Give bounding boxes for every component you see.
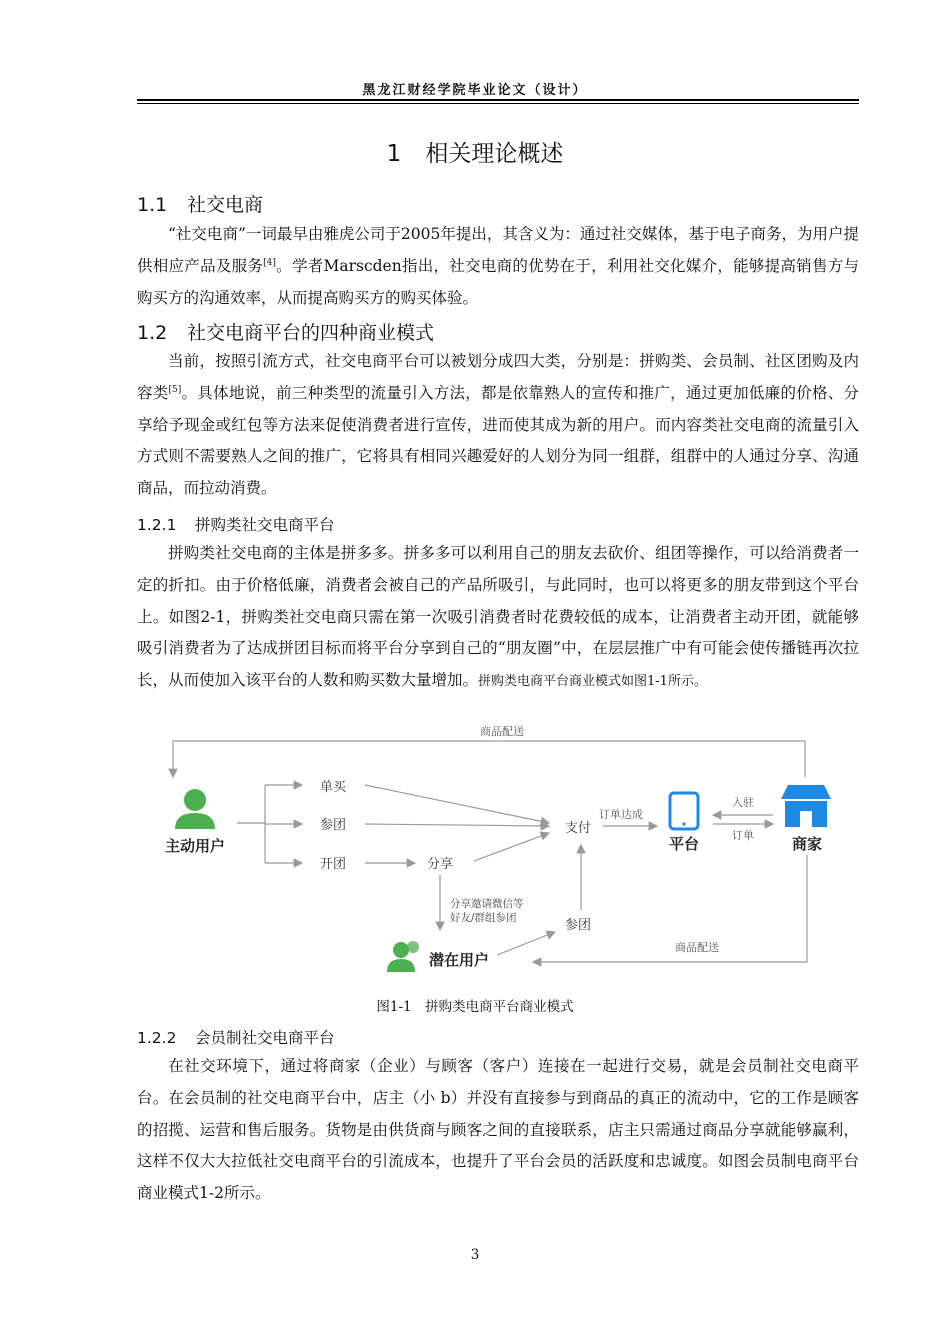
merchant-label: 商家: [791, 835, 823, 853]
subsection-number: 1.2.2: [137, 1029, 177, 1047]
share-invite-line1: 分享邀请微信等: [450, 898, 524, 910]
active-user-label: 主动用户: [164, 837, 226, 855]
paragraph-text-small: 拼购类电商平台商业模式如图1-1所示。: [478, 674, 707, 690]
section-number: 1.1: [137, 194, 168, 216]
paragraph-text: 。学者Marscden指出，社交电商的优势在于，利用社交化媒介，能够提高销售方与购买方的沟通效率，从而提高购买方的购买体验。: [137, 256, 859, 307]
header-rule-thick: [137, 99, 859, 101]
order-label: 订单: [732, 829, 754, 842]
paragraph-text: 当前，按照引流方式，社交电商平台可以被划分成四大类，分别是：拼购类、会员制、社区团购及内容类: [137, 352, 859, 402]
paragraph-2: [137, 346, 859, 505]
arrow-share-to-pay: [474, 833, 549, 861]
subsection-number: 1.2.1: [137, 516, 177, 534]
share-invite-line2: 好友/群组参团: [450, 912, 517, 924]
section-title: 社交电商: [187, 194, 264, 216]
paragraph-text: “社交电商”一词最早由雅虎公司于2005年提出，其含义为：通过社交媒体，基于电子商务，为用户提供相应产品及服务: [137, 225, 859, 275]
arrow-join-to-pay: [365, 824, 549, 826]
bottom-delivery-arrow: [533, 855, 807, 962]
arrow-potential-join: [497, 932, 555, 955]
potential-user-icon: [387, 941, 419, 972]
platform-label: 平台: [668, 835, 700, 853]
section-heading-1-2: [137, 318, 434, 345]
page-number: 3: [470, 1247, 480, 1263]
figure-caption: 图1-1 拼购类电商平台商业模式: [376, 999, 574, 1015]
paragraph-1: [137, 219, 859, 314]
section-number: 1.2: [137, 322, 168, 344]
order-done-label: 订单达成: [599, 808, 643, 821]
subsection-title: 会员制社交电商平台: [195, 1029, 335, 1047]
join-group-label: 参团: [320, 818, 347, 833]
paragraph-4: 在社交环境下，通过将商家（企业）与顾客（客户）连接在一起进行交易，就是会员制社交电商平台。在会员制的社交电商平台中，店主（小 b）并没有直接参与到商品的真正的流动中，它的工作是顾客的招揽、运营和售后服务。货物是由供货商与顾客之间的直接联系，店主只需通过商品分享就能够赢利，这样不仅大大拉低社交电商平台的引流成本，也提升了平台会员的活跃度和忠诚度。如图会员制电商平台商业模式1-2所示。: [137, 1057, 859, 1203]
top-delivery-label: 商品配送: [480, 725, 524, 738]
share-label: 分享: [427, 857, 454, 872]
settle-in-label: 入驻: [732, 796, 754, 809]
chapter-number: 1: [386, 141, 402, 167]
paragraph-text: 。具体地说，前三种类型的流量引入方法，都是依靠熟人的宣传和推广，通过更加低廉的价格、分享给予现金或红包等方法来促使消费者进行宣传，进而使其成为新的用户。而内容类社交电商的流量引入方式则不需要熟人之间的推广，它将具有相同兴趣爱好的人划分为同一组群，组群中的人通过分享、沟通商品，而拉动消费。: [137, 383, 859, 498]
page-header: 黑龙江财经学院毕业论文（设计）: [362, 83, 588, 98]
citation-5: [5]: [168, 384, 182, 395]
subsection-title: 拼购类社交电商平台: [195, 516, 335, 534]
potential-user-label: 潜在用户: [429, 951, 490, 969]
arrow-single-to-pay: [365, 785, 549, 823]
single-buy-label: 单买: [320, 780, 347, 795]
citation-4: [4]: [263, 257, 276, 268]
subsection-heading-1-2-1: [137, 513, 335, 535]
tablet-icon: [670, 793, 698, 829]
top-delivery-arrow: [173, 741, 805, 777]
header-rule-thin: [137, 103, 859, 104]
active-user-icon: [175, 789, 215, 829]
chapter-title-text: 相关理论概述: [425, 141, 564, 167]
paragraph-text: 拼购类社交电商的主体是拼多多。拼多多可以利用自己的朋友去砍价、组团等操作，可以给消费者一定的折扣。由于价格低廉，消费者会被自己的产品所吸引，与此同时，也可以将更多的朋友带到这个平台上。如图2-1，拼购类社交电商只需在第一次吸引消费者时花费较低的成本，让消费者主动开团，就能够吸引消费者为了达成拼团目标而将平台分享到自己的“朋友圈”中，在层层推广中有可能会使传播链再次拉长，从而使加入该平台的人数和购买数大量增加。: [137, 544, 859, 690]
open-group-label: 开团: [320, 857, 347, 872]
paragraph-3: [137, 538, 859, 698]
shop-icon: [781, 785, 831, 827]
bottom-delivery-label: 商品配送: [675, 941, 719, 954]
pay-label: 支付: [565, 821, 592, 836]
section-heading-1-1: [137, 190, 263, 217]
subsection-heading-1-2-2: [137, 1026, 335, 1048]
join-group-2-label: 参团: [565, 918, 592, 933]
business-model-diagram: [137, 725, 837, 990]
section-title: 社交电商平台的四种商业模式: [187, 322, 435, 344]
chapter-title: [0, 135, 950, 168]
